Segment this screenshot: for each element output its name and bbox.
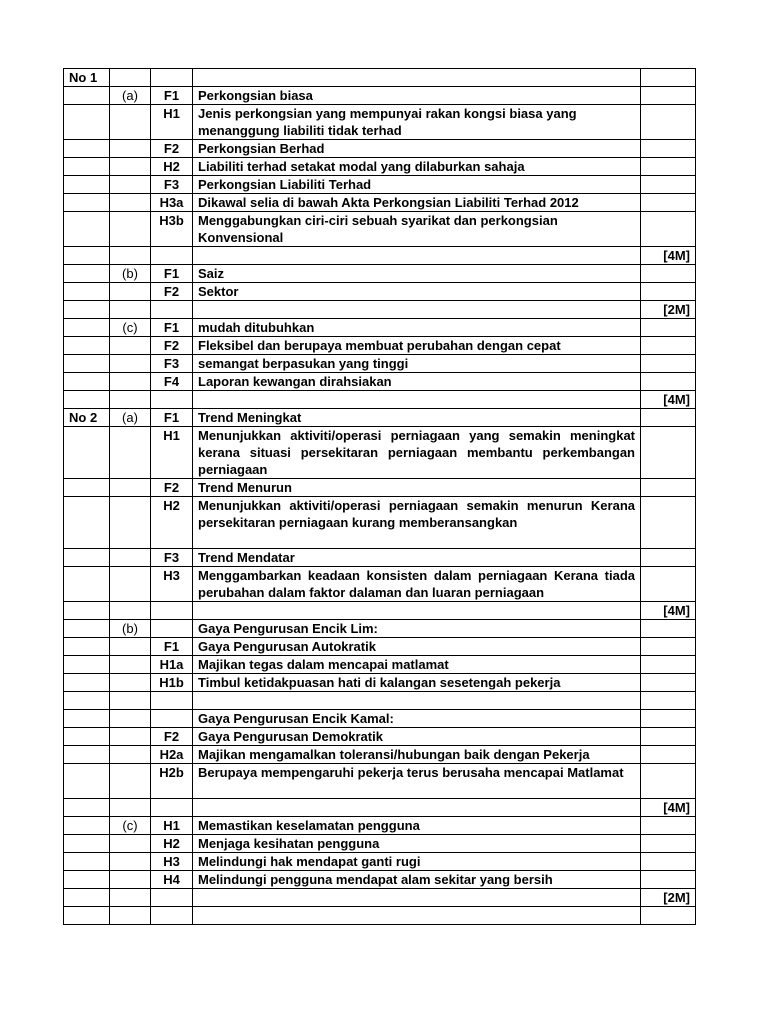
question-number (64, 817, 110, 835)
answer-code: F2 (151, 140, 193, 158)
answer-code: H3b (151, 212, 193, 247)
table-row (64, 265, 696, 283)
table-row (64, 620, 696, 638)
answer-text: Menunjukkan aktiviti/operasi perniagaan semakin menurun Kerana persekitaran perniagaan kurang memberansangkan (193, 497, 641, 549)
question-number (64, 373, 110, 391)
table-row (64, 140, 696, 158)
table-row (64, 674, 696, 692)
table-row (64, 373, 696, 391)
question-part (110, 889, 151, 907)
question-number (64, 301, 110, 319)
answer-code (151, 247, 193, 265)
answer-text: mudah ditubuhkan (193, 319, 641, 337)
answer-code (151, 69, 193, 87)
question-number (64, 889, 110, 907)
question-part (110, 674, 151, 692)
question-number (64, 158, 110, 176)
question-number (64, 764, 110, 799)
question-part (110, 247, 151, 265)
mark-allocation (641, 853, 696, 871)
table-row (64, 69, 696, 87)
mark-allocation (641, 409, 696, 427)
mark-allocation: [2M] (641, 889, 696, 907)
table-row (64, 799, 696, 817)
answer-code: F1 (151, 87, 193, 105)
mark-allocation: [4M] (641, 247, 696, 265)
question-part (110, 301, 151, 319)
mark-allocation (641, 87, 696, 105)
mark-allocation (641, 674, 696, 692)
question-part: (c) (110, 319, 151, 337)
answer-code: F1 (151, 265, 193, 283)
answer-code: F2 (151, 283, 193, 301)
table-row (64, 497, 696, 549)
answer-text (193, 69, 641, 87)
mark-allocation (641, 817, 696, 835)
question-part (110, 549, 151, 567)
answer-code: H2 (151, 835, 193, 853)
mark-allocation (641, 479, 696, 497)
question-part (110, 835, 151, 853)
mark-allocation: [4M] (641, 602, 696, 620)
table-row (64, 87, 696, 105)
answer-text: Majikan mengamalkan toleransi/hubungan baik dengan Pekerja (193, 746, 641, 764)
answer-code: H2a (151, 746, 193, 764)
question-part (110, 567, 151, 602)
answer-code: F2 (151, 479, 193, 497)
mark-allocation (641, 265, 696, 283)
question-part (110, 283, 151, 301)
answer-text: Dikawal selia di bawah Akta Perkongsian Liabiliti Terhad 2012 (193, 194, 641, 212)
answer-code (151, 907, 193, 925)
answer-text: Melindungi pengguna mendapat alam sekitar yang bersih (193, 871, 641, 889)
answer-text: Perkongsian Berhad (193, 140, 641, 158)
answer-code (151, 710, 193, 728)
table-row (64, 889, 696, 907)
answer-text (193, 602, 641, 620)
answer-text: Trend Menurun (193, 479, 641, 497)
question-number (64, 728, 110, 746)
table-row (64, 194, 696, 212)
answer-code: F3 (151, 176, 193, 194)
question-part (110, 194, 151, 212)
question-part: (c) (110, 817, 151, 835)
answer-text: Jenis perkongsian yang mempunyai rakan kongsi biasa yang menanggung liabiliti tidak terhad (193, 105, 641, 140)
answer-text (193, 391, 641, 409)
mark-allocation (641, 283, 696, 301)
answer-code: H1 (151, 817, 193, 835)
answer-text: Menggabungkan ciri-ciri sebuah syarikat dan perkongsian Konvensional (193, 212, 641, 247)
answer-text: Timbul ketidakpuasan hati di kalangan sesetengah pekerja (193, 674, 641, 692)
answer-code: F1 (151, 638, 193, 656)
mark-allocation: [2M] (641, 301, 696, 319)
table-row (64, 283, 696, 301)
answer-text: Laporan kewangan dirahsiakan (193, 373, 641, 391)
answer-code: F2 (151, 337, 193, 355)
mark-allocation: [4M] (641, 391, 696, 409)
table-row (64, 479, 696, 497)
question-part: (b) (110, 620, 151, 638)
question-number (64, 907, 110, 925)
answer-text: Menunjukkan aktiviti/operasi perniagaan yang semakin meningkat kerana situasi persekitaran perniagaan membantu perkembangan perniagaan (193, 427, 641, 479)
mark-allocation (641, 212, 696, 247)
question-number (64, 497, 110, 549)
answer-code (151, 692, 193, 710)
question-number (64, 391, 110, 409)
answer-text: Gaya Pengurusan Encik Lim: (193, 620, 641, 638)
answer-code: F1 (151, 319, 193, 337)
question-number (64, 835, 110, 853)
mark-allocation: [4M] (641, 799, 696, 817)
marking-scheme-body (64, 69, 696, 925)
question-part (110, 105, 151, 140)
question-number (64, 140, 110, 158)
question-number (64, 620, 110, 638)
answer-code (151, 799, 193, 817)
table-row (64, 638, 696, 656)
mark-allocation (641, 692, 696, 710)
answer-text: Saiz (193, 265, 641, 283)
question-number: No 1 (64, 69, 110, 87)
question-part: (b) (110, 265, 151, 283)
answer-text (193, 907, 641, 925)
answer-text: Gaya Pengurusan Encik Kamal: (193, 710, 641, 728)
answer-text: Fleksibel dan berupaya membuat perubahan dengan cepat (193, 337, 641, 355)
question-number (64, 549, 110, 567)
answer-code: F2 (151, 728, 193, 746)
question-part (110, 728, 151, 746)
answer-text: Memastikan keselamatan pengguna (193, 817, 641, 835)
question-part (110, 212, 151, 247)
question-number (64, 105, 110, 140)
table-row (64, 409, 696, 427)
mark-allocation (641, 319, 696, 337)
table-row (64, 355, 696, 373)
question-number (64, 194, 110, 212)
table-row (64, 817, 696, 835)
answer-text (193, 799, 641, 817)
answer-code: H3 (151, 853, 193, 871)
answer-text: semangat berpasukan yang tinggi (193, 355, 641, 373)
answer-code: H1a (151, 656, 193, 674)
answer-code: H4 (151, 871, 193, 889)
question-part (110, 391, 151, 409)
mark-allocation (641, 355, 696, 373)
mark-allocation (641, 427, 696, 479)
answer-code (151, 620, 193, 638)
question-number (64, 212, 110, 247)
question-number (64, 87, 110, 105)
answer-text: Trend Meningkat (193, 409, 641, 427)
mark-allocation (641, 176, 696, 194)
answer-text (193, 889, 641, 907)
question-part (110, 710, 151, 728)
answer-text (193, 692, 641, 710)
mark-allocation (641, 746, 696, 764)
question-part: (a) (110, 409, 151, 427)
answer-code: H1 (151, 105, 193, 140)
mark-allocation (641, 567, 696, 602)
question-number (64, 283, 110, 301)
mark-allocation (641, 710, 696, 728)
mark-allocation (641, 140, 696, 158)
answer-code: F1 (151, 409, 193, 427)
question-part (110, 479, 151, 497)
answer-code (151, 889, 193, 907)
question-part (110, 158, 151, 176)
answer-code: F4 (151, 373, 193, 391)
table-row (64, 710, 696, 728)
table-row (64, 158, 696, 176)
answer-text: Menggambarkan keadaan konsisten dalam perniagaan Kerana tiada perubahan dalam faktor dalaman dan luaran perniagaan (193, 567, 641, 602)
question-part (110, 638, 151, 656)
table-row (64, 176, 696, 194)
answer-code: H2 (151, 158, 193, 176)
table-row (64, 549, 696, 567)
answer-text: Menjaga kesihatan pengguna (193, 835, 641, 853)
answer-code (151, 602, 193, 620)
table-row (64, 247, 696, 265)
question-part (110, 799, 151, 817)
question-part (110, 427, 151, 479)
question-number (64, 247, 110, 265)
answer-text: Gaya Pengurusan Autokratik (193, 638, 641, 656)
answer-code: H3 (151, 567, 193, 602)
table-row (64, 567, 696, 602)
answer-code: H3a (151, 194, 193, 212)
question-number (64, 799, 110, 817)
table-row (64, 105, 696, 140)
mark-allocation (641, 620, 696, 638)
question-number (64, 567, 110, 602)
table-row (64, 871, 696, 889)
answer-text: Perkongsian biasa (193, 87, 641, 105)
mark-allocation (641, 907, 696, 925)
table-row (64, 692, 696, 710)
marking-scheme-table (63, 68, 696, 925)
question-part (110, 656, 151, 674)
question-part (110, 176, 151, 194)
table-row (64, 212, 696, 247)
question-number: No 2 (64, 409, 110, 427)
question-part (110, 853, 151, 871)
answer-code: H2 (151, 497, 193, 549)
table-row (64, 301, 696, 319)
question-number (64, 479, 110, 497)
answer-text: Sektor (193, 283, 641, 301)
answer-text: Melindungi hak mendapat ganti rugi (193, 853, 641, 871)
question-part (110, 764, 151, 799)
answer-text: Perkongsian Liabiliti Terhad (193, 176, 641, 194)
question-number (64, 710, 110, 728)
question-number (64, 355, 110, 373)
mark-allocation (641, 337, 696, 355)
question-number (64, 176, 110, 194)
question-number (64, 656, 110, 674)
table-row (64, 907, 696, 925)
table-row (64, 656, 696, 674)
question-number (64, 871, 110, 889)
mark-allocation (641, 728, 696, 746)
answer-text: Gaya Pengurusan Demokratik (193, 728, 641, 746)
table-row (64, 746, 696, 764)
mark-allocation (641, 638, 696, 656)
question-part (110, 355, 151, 373)
answer-text (193, 247, 641, 265)
question-number (64, 674, 110, 692)
question-number (64, 265, 110, 283)
question-part (110, 692, 151, 710)
answer-code: H1b (151, 674, 193, 692)
mark-allocation (641, 835, 696, 853)
answer-code: H2b (151, 764, 193, 799)
mark-allocation (641, 497, 696, 549)
table-row (64, 835, 696, 853)
table-row (64, 764, 696, 799)
mark-allocation (641, 194, 696, 212)
question-number (64, 638, 110, 656)
mark-allocation (641, 373, 696, 391)
table-row (64, 391, 696, 409)
question-part (110, 69, 151, 87)
question-part (110, 746, 151, 764)
mark-allocation (641, 549, 696, 567)
question-number (64, 746, 110, 764)
answer-text: Trend Mendatar (193, 549, 641, 567)
question-number (64, 692, 110, 710)
answer-code: F3 (151, 549, 193, 567)
answer-text: Liabiliti terhad setakat modal yang dilaburkan sahaja (193, 158, 641, 176)
answer-text (193, 301, 641, 319)
question-part (110, 907, 151, 925)
mark-allocation (641, 158, 696, 176)
mark-allocation (641, 871, 696, 889)
table-row (64, 337, 696, 355)
question-number (64, 602, 110, 620)
question-number (64, 337, 110, 355)
question-part (110, 373, 151, 391)
mark-allocation (641, 764, 696, 799)
question-part (110, 871, 151, 889)
table-row (64, 728, 696, 746)
question-part (110, 602, 151, 620)
answer-code: H1 (151, 427, 193, 479)
answer-code (151, 301, 193, 319)
table-row (64, 427, 696, 479)
mark-allocation (641, 656, 696, 674)
question-part (110, 140, 151, 158)
answer-code: F3 (151, 355, 193, 373)
table-row (64, 853, 696, 871)
question-number (64, 853, 110, 871)
mark-allocation (641, 69, 696, 87)
answer-text: Majikan tegas dalam mencapai matlamat (193, 656, 641, 674)
answer-text: Berupaya mempengaruhi pekerja terus berusaha mencapai Matlamat (193, 764, 641, 799)
mark-allocation (641, 105, 696, 140)
table-row (64, 319, 696, 337)
question-number (64, 427, 110, 479)
question-number (64, 319, 110, 337)
question-part (110, 337, 151, 355)
answer-code (151, 391, 193, 409)
table-row (64, 602, 696, 620)
question-part: (a) (110, 87, 151, 105)
question-part (110, 497, 151, 549)
